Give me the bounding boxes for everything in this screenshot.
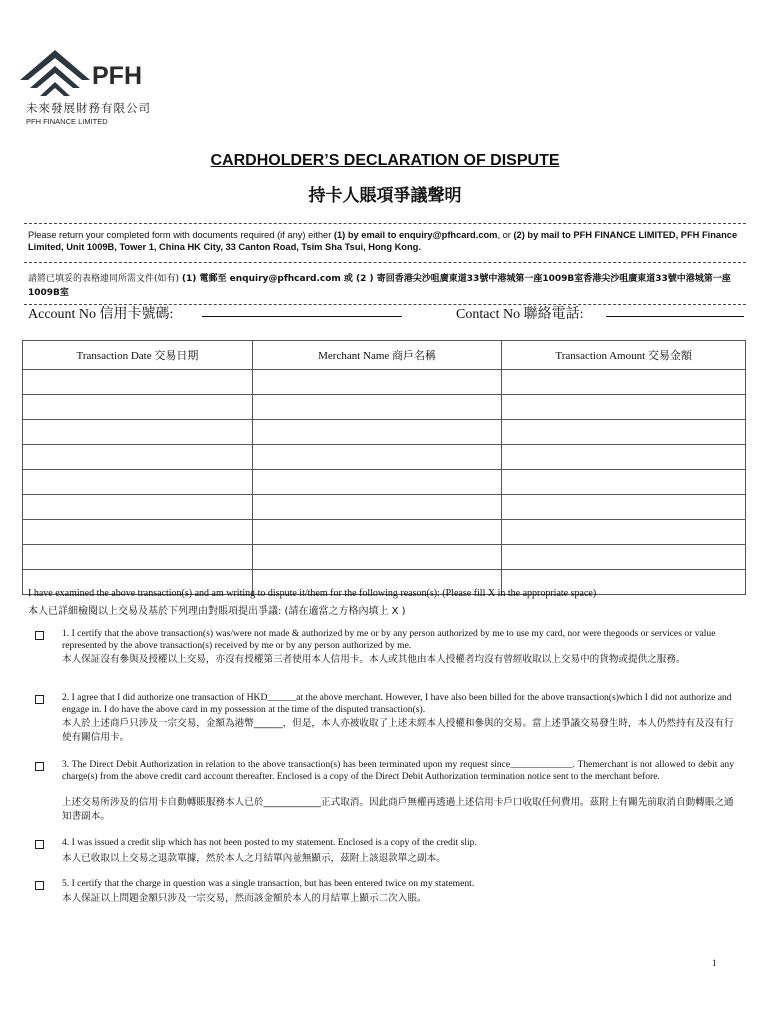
logo-chinese-name: 未來發展財務有限公司 <box>26 101 151 115</box>
transaction-amount-cell[interactable] <box>502 520 746 545</box>
table-row <box>23 420 746 445</box>
reason-3-checkbox[interactable] <box>35 762 44 771</box>
transaction-table <box>22 340 746 595</box>
merchant-name-cell[interactable] <box>252 495 501 520</box>
title-english: CARDHOLDER’S DECLARATION OF DISPUTE <box>210 152 560 169</box>
transaction-date-cell[interactable] <box>23 520 253 545</box>
reason-4-chinese: 本人已收取以上交易之退款單據，然於本人之月結單內並無顯示，茲附上該退款單之副本。 <box>62 853 446 864</box>
title-chinese: 持卡人賬項爭議聲明 <box>308 186 462 206</box>
table-row <box>23 395 746 420</box>
reason-4-checkbox[interactable] <box>35 840 44 849</box>
merchant-name-cell[interactable] <box>252 470 501 495</box>
transaction-amount-cell[interactable] <box>502 420 746 445</box>
merchant-name-cell[interactable] <box>252 420 501 445</box>
transaction-date-cell[interactable] <box>23 470 253 495</box>
transaction-date-cell[interactable] <box>23 445 253 470</box>
reason-5-english: 5. I certify that the charge in question was a single transaction, but has been entered twice on my statement. <box>62 878 475 889</box>
transaction-date-cell[interactable] <box>23 495 253 520</box>
roof-logo-icon <box>20 44 90 102</box>
logo-english-name: PFH FINANCE LIMITED <box>26 117 108 126</box>
reason-1-english: 1. I certify that the above transaction(s) was/were not made & authorized by me or by any person authorized by me to use my card, nor were thegoods or services or value represented by the above transaction(s) received by me or by any person authorized by me. <box>62 628 716 651</box>
transaction-amount-cell[interactable] <box>502 445 746 470</box>
table-row <box>23 520 746 545</box>
company-logo <box>20 44 170 134</box>
transaction-date-cell[interactable] <box>23 420 253 445</box>
reason-3-english: 3. The Direct Debit Authorization in relation to the above transaction(s) has been terminated upon my request since_____________. Themerchant is not allowed to debit any charge(s) from the above credit card account thereafter. Enclosed is a copy of the Direct Debit Authorization termination notice sent to the merchant before. <box>62 759 734 782</box>
reason-2-checkbox[interactable] <box>35 695 44 704</box>
header-transaction-amount: Transaction Amount 交易金額 <box>502 341 746 370</box>
reason-5-checkbox[interactable] <box>35 881 44 890</box>
reasons-intro-english: I have examined the above transaction(s) and am writing to dispute it/them for the following reason(s): (Please fill X in the appropriate space) <box>28 588 597 599</box>
transaction-amount-cell[interactable] <box>502 470 746 495</box>
email-instruction[interactable]: (1) by email to enquiry@pfhcard.com <box>333 230 498 240</box>
reason-4-english: 4. I was issued a credit slip which has not been posted to my statement. Enclosed is a copy of the credit slip. <box>62 837 477 848</box>
reason-5-chinese: 本人保証以上問題金額只涉及一宗交易，然而該金額於本人的月結單上顯示二次入賬。 <box>62 893 427 904</box>
transaction-date-cell[interactable] <box>23 370 253 395</box>
table-row <box>23 370 746 395</box>
header-transaction-date: Transaction Date 交易日期 <box>23 341 253 370</box>
merchant-name-cell[interactable] <box>252 395 501 420</box>
transaction-amount-cell[interactable] <box>502 495 746 520</box>
contact-number-label: Contact No 聯絡電話: <box>456 307 584 322</box>
account-number-field[interactable] <box>202 316 402 317</box>
transaction-amount-cell[interactable] <box>502 395 746 420</box>
page-number: 1 <box>712 958 717 968</box>
transaction-date-cell[interactable] <box>23 545 253 570</box>
reason-2-chinese: 本人於上述商戶只涉及一宗交易，金額為港幣______，但是，本人亦被收取了上述未經本人授權和參與的交易。當上述爭議交易發生時，本人仍然持有及沒有行使有關信用卡。 <box>62 718 734 743</box>
reasons-intro-chinese: 本人已詳細檢閱以上交易及基於下列理由對賬項提出爭議: (請在適當之方格內填上 X ) <box>28 606 406 617</box>
table-row <box>23 445 746 470</box>
instruction-chinese: 請將已填妥的表格連同所需文件(如有) (1) 電郵至 enquiry@pfhcard.com 或 (2 ) 寄回香港尖沙咀廣東道33號中港城第一座1009B室香港尖沙咀廣東道33號中港城第一座1009B室 <box>28 274 731 298</box>
transaction-amount-cell[interactable] <box>502 545 746 570</box>
account-number-label: Account No 信用卡號碼: <box>28 307 174 322</box>
merchant-name-cell[interactable] <box>252 520 501 545</box>
instruction-divider <box>24 262 746 263</box>
mail-instruction: (2) by mail to PFH FINANCE LIMITED, PFH Finance Limited, Unit 1009B, Tower 1, China HK City, 33 Canton Road, Tsim Sha Tsui, Hong Kong. <box>28 230 738 252</box>
table-row <box>23 470 746 495</box>
header-merchant-name: Merchant Name 商戶名稱 <box>252 341 501 370</box>
table-row <box>23 495 746 520</box>
transaction-date-cell[interactable] <box>23 395 253 420</box>
reason-2-english: 2. I agree that I did authorize one transaction of HKD______at the above merchant. However, I have also been billed for the above transaction(s)which I did not authorize and engage in. I do have the above card in my possession at the time of the disputed transaction(s). <box>62 692 732 715</box>
reason-1-chinese: 本人保証沒有參與及授權以上交易，亦沒有授權第三者使用本人信用卡。本人或其他由本人授權者均沒有曾經收取以上交易中的貨物或提供之服務。 <box>62 654 686 665</box>
table-row <box>23 545 746 570</box>
reason-3-chinese: 上述交易所涉及的信用卡自動轉賬服務本人已於____________正式取消。因此商戶無權再透過上述信用卡戶口收取任何費用。茲附上有關先前取消自動轉賬之通知書副本。 <box>62 797 734 822</box>
logo-name: PFH <box>92 62 142 90</box>
contact-number-field[interactable] <box>606 316 744 317</box>
instruction-english: Please return your completed form with documents required (if any) either (1) by email to enquiry@pfhcard.com, or (2) by mail to PFH FINANCE LIMITED, PFH Finance Limited, Unit 1009B, Tower 1, China HK City, 33 Canton Road, Tsim Sha Tsui, Hong Kong. <box>28 230 738 252</box>
merchant-name-cell[interactable] <box>252 445 501 470</box>
merchant-name-cell[interactable] <box>252 370 501 395</box>
merchant-name-cell[interactable] <box>252 545 501 570</box>
transaction-amount-cell[interactable] <box>502 370 746 395</box>
reason-1-checkbox[interactable] <box>35 631 44 640</box>
